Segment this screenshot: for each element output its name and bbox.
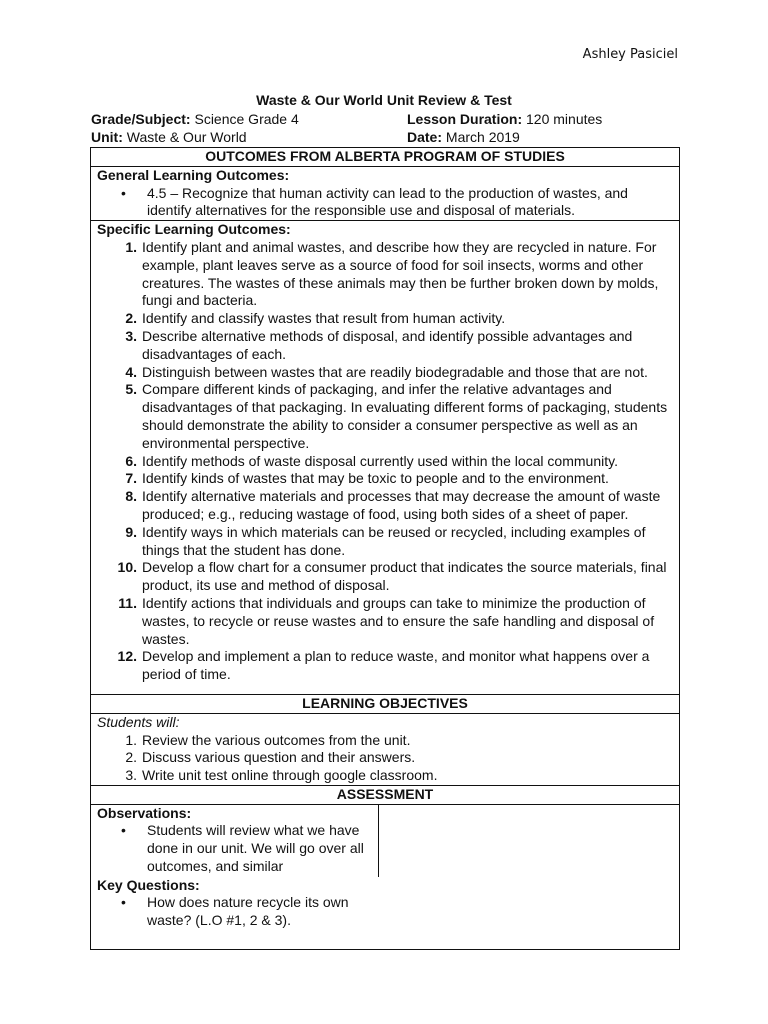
specific-outcomes-list	[97, 239, 673, 684]
item-number: 12.	[117, 648, 137, 665]
list-item	[97, 732, 673, 750]
key-questions-column	[91, 877, 393, 949]
general-outcomes-list	[97, 185, 673, 221]
item-text: Review the various outcomes from the unit.	[142, 731, 411, 748]
lesson-plan-table	[90, 147, 680, 950]
list-item	[97, 767, 673, 785]
item-number: 2.	[125, 749, 137, 766]
specific-outcomes-label: Specific Learning Outcomes:	[97, 221, 291, 238]
key-questions-list	[97, 894, 387, 930]
item-number: 11.	[118, 594, 137, 611]
item-number: 5.	[125, 381, 137, 398]
item-number: 2.	[125, 310, 137, 327]
specific-outcomes-cell	[91, 221, 680, 695]
item-number: 7.	[125, 470, 137, 487]
item-number: 9.	[125, 523, 137, 540]
observations-column	[91, 805, 379, 877]
key-questions-label: Key Questions:	[97, 876, 200, 893]
list-item	[97, 453, 673, 471]
list-item: • 4.5 – Recognize that human activity can lead to the production of wastes, and identify alternatives for the responsible use and disposal of materials.	[97, 185, 673, 221]
author-name: Ashley Pasiciel	[582, 47, 678, 62]
item-text: Identify and classify wastes that result from human activity.	[142, 310, 506, 327]
item-number: 3.	[125, 327, 137, 344]
item-text: Develop and implement a plan to reduce waste, and monitor what happens over a period of time.	[142, 648, 650, 683]
list-item	[97, 595, 673, 648]
item-number: 1.	[125, 238, 137, 255]
objectives-cell	[91, 713, 680, 785]
duration-label: Lesson Duration:	[407, 111, 523, 127]
item-text: Write unit test online through google classroom.	[142, 767, 438, 784]
lesson-duration	[407, 111, 681, 129]
objectives-intro: Students will:	[97, 713, 180, 730]
item-text: Identify actions that individuals and groups can take to minimize the production of wastes, to recycle or reuse wastes and to ensure the safe handling and disposal of wastes.	[142, 594, 655, 647]
observations-label: Observations:	[97, 804, 192, 821]
grade-label: Grade/Subject:	[91, 111, 191, 127]
general-outcomes-label: General Learning Outcomes:	[97, 166, 290, 183]
unit-label: Unit:	[91, 129, 123, 145]
list-item	[97, 648, 673, 684]
date-label: Date:	[407, 129, 443, 145]
assessment-heading: ASSESSMENT	[91, 785, 680, 804]
unit-value: Waste & Our World	[122, 129, 247, 145]
grade-value: Science Grade 4	[190, 111, 299, 127]
meta-row-2	[91, 129, 681, 147]
item-number: 1.	[125, 731, 137, 748]
list-item	[97, 559, 673, 595]
grade-subject	[91, 111, 407, 129]
item-text: Discuss various question and their answers.	[142, 749, 416, 766]
cell-spacer	[97, 684, 673, 694]
date-value: March 2019	[442, 129, 520, 145]
objectives-list	[97, 732, 673, 785]
item-text: Identify plant and animal wastes, and describe how they are recycled in nature. For example, plant leaves serve as a source of food for soil insects, worms and other creatures. The wastes of these animals may then be further broken down by molds, fungi and bacteria.	[142, 238, 659, 309]
item-number: 3.	[125, 767, 137, 784]
item-text: Identify kinds of wastes that may be toxic to people and to the environment.	[142, 470, 609, 487]
outcomes-heading: OUTCOMES FROM ALBERTA PROGRAM OF STUDIES	[91, 148, 680, 167]
item-number: 6.	[125, 452, 137, 469]
item-text: Identify methods of waste disposal currently used within the local community.	[142, 452, 618, 469]
item-text: Develop a flow chart for a consumer product that indicates the source materials, final product, its use and method of disposal.	[142, 559, 667, 594]
item-text: Compare different kinds of packaging, and infer the relative advantages and disadvantages of that packaging. In evaluating different forms of packaging, students should demonstrate the ability to consider a consumer perspective as well as an environmental perspective.	[142, 381, 668, 451]
assessment-cell	[91, 804, 680, 949]
list-item	[97, 239, 673, 310]
general-outcomes-cell	[91, 166, 680, 220]
meta-row-1	[91, 111, 681, 129]
objectives-heading: LEARNING OBJECTIVES	[91, 694, 680, 713]
item-text: Identify alternative materials and processes that may decrease the amount of waste produced; e.g., reducing wastage of food, using both sides of a sheet of paper.	[142, 488, 661, 522]
unit	[91, 129, 407, 147]
list-item: • Students will review what we have done in our unit. We will go over all outcomes, and similar	[97, 822, 372, 875]
list-item: • How does nature recycle its own waste? (L.O #1, 2 & 3).	[97, 894, 387, 930]
date	[407, 129, 681, 147]
list-item	[97, 470, 673, 488]
item-text: Describe alternative methods of disposal, and identify possible advantages and disadvantages of each.	[142, 327, 633, 362]
list-item	[97, 524, 673, 560]
item-number: 4.	[125, 363, 137, 380]
item-number: 10.	[117, 559, 137, 576]
observations-list	[97, 822, 372, 875]
document-title: Waste & Our World Unit Review & Test	[256, 92, 512, 108]
duration-value: 120 minutes	[522, 111, 603, 127]
list-item	[97, 310, 673, 328]
list-item	[97, 488, 673, 524]
item-text: Distinguish between wastes that are readily biodegradable and those that are not.	[142, 363, 648, 380]
list-item	[97, 328, 673, 364]
list-item	[97, 381, 673, 452]
item-text: Identify ways in which materials can be reused or recycled, including examples of things that the student has done.	[142, 523, 646, 558]
list-item	[97, 364, 673, 382]
list-item	[97, 749, 673, 767]
item-number: 8.	[125, 488, 137, 505]
